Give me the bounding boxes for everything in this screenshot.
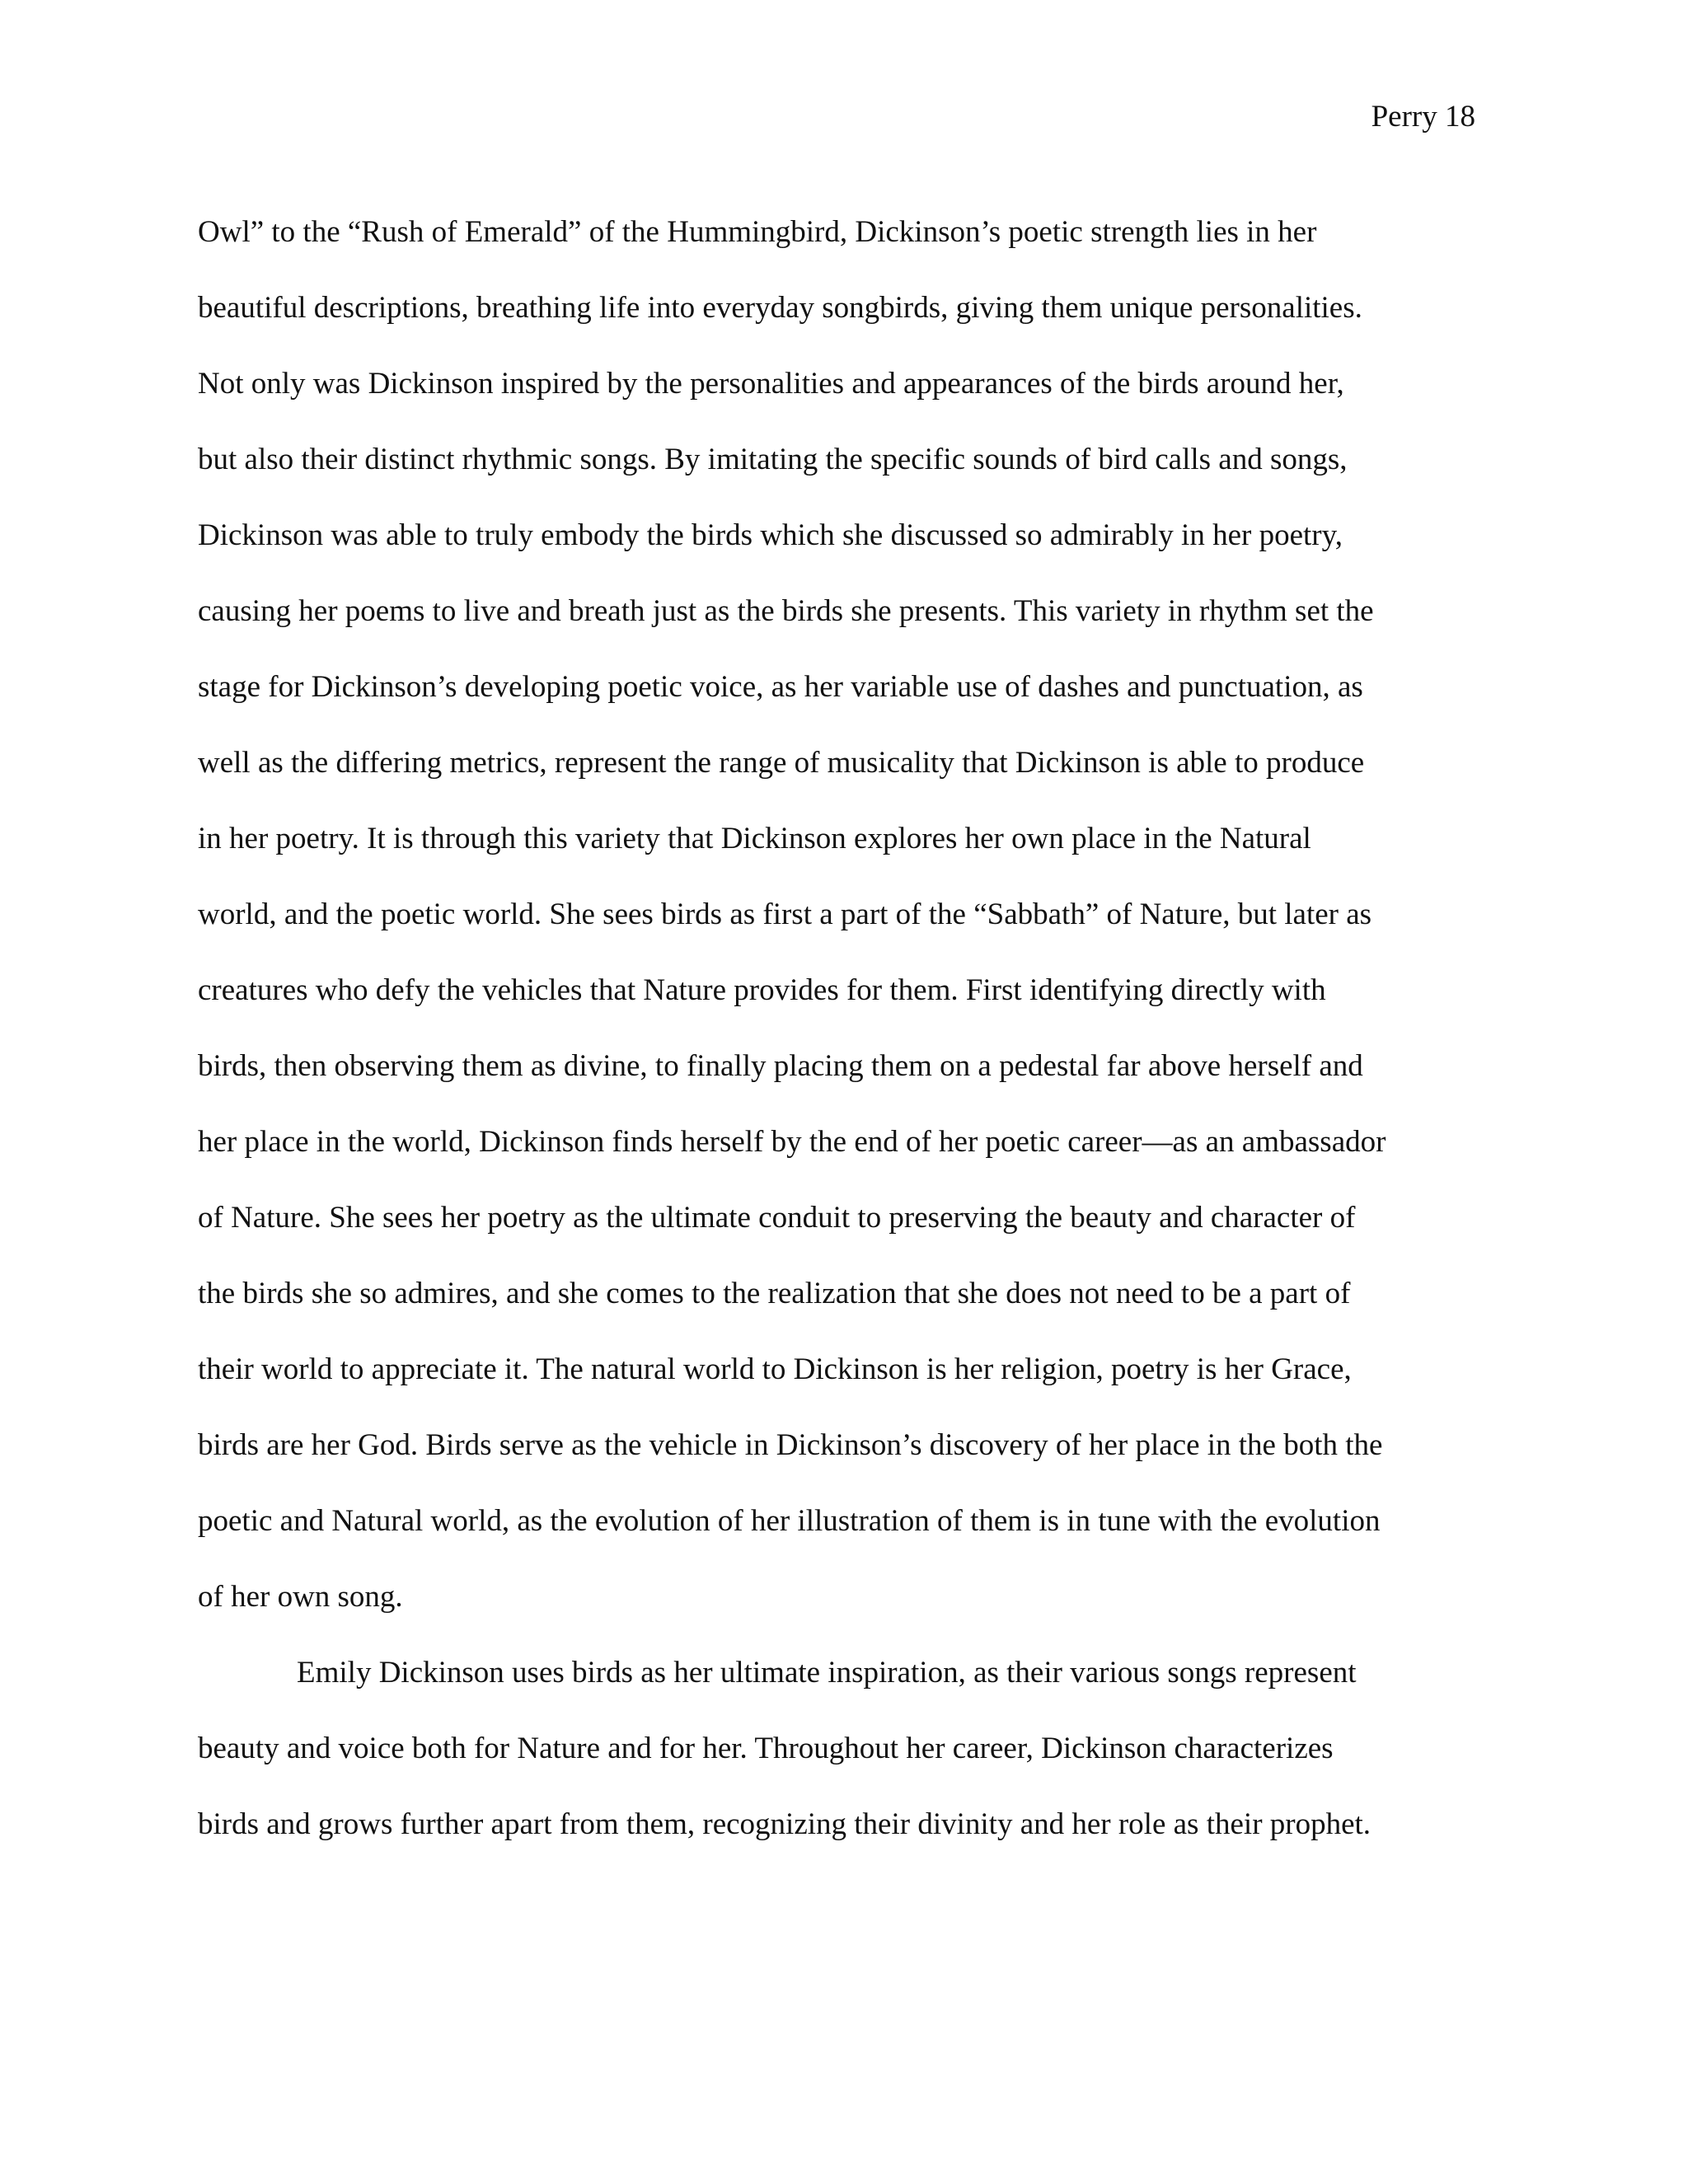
paragraph-line: their world to appreciate it. The natural world to Dickinson is her religion, poetry is her Grace,	[198, 1352, 1352, 1386]
paragraph-line: well as the differing metrics, represent the range of musicality that Dickinson is able to produce	[198, 746, 1365, 780]
paragraph-line: Dickinson was able to truly embody the birds which she discussed so admirably in her poetry,	[198, 518, 1343, 552]
paragraph-line: creatures who defy the vehicles that Nature provides for them. First identifying directly with	[198, 973, 1326, 1007]
paragraph-line: in her poetry. It is through this variety that Dickinson explores her own place in the Natural	[198, 822, 1311, 855]
paragraph-line: beauty and voice both for Nature and for her. Throughout her career, Dickinson characterizes	[198, 1732, 1334, 1765]
paragraph-line: birds and grows further apart from them, recognizing their divinity and her role as their prophet.	[198, 1807, 1372, 1841]
paragraph-line: world, and the poetic world. She sees birds as first a part of the “Sabbath” of Nature, but later as	[198, 898, 1372, 931]
paragraph-line: but also their distinct rhythmic songs. By imitating the specific sounds of bird calls and songs,	[198, 443, 1348, 476]
paragraph-line: Owl” to the “Rush of Emerald” of the Hummingbird, Dickinson’s poetic strength lies in her	[198, 215, 1317, 249]
paragraph-1	[198, 194, 1484, 1635]
paragraph-line: beautiful descriptions, breathing life into everyday songbirds, giving them unique personalities.	[198, 291, 1362, 325]
paragraph-line: poetic and Natural world, as the evolution of her illustration of them is in tune with the evolution	[198, 1504, 1381, 1538]
body-text	[198, 194, 1484, 1863]
paragraph-line: causing her poems to live and breath just as the birds she presents. This variety in rhythm set the	[198, 594, 1374, 628]
paragraph-line: birds, then observing them as divine, to finally placing them on a pedestal far above herself and	[198, 1049, 1363, 1083]
paragraph-line: stage for Dickinson’s developing poetic voice, as her variable use of dashes and punctuation, as	[198, 670, 1363, 704]
paragraph-line: of her own song.	[198, 1580, 403, 1614]
paragraph-line: of Nature. She sees her poetry as the ultimate conduit to preserving the beauty and character of	[198, 1201, 1356, 1235]
paragraph-line: birds are her God. Birds serve as the vehicle in Dickinson’s discovery of her place in the both the	[198, 1428, 1383, 1462]
paragraph-2	[198, 1635, 1484, 1863]
paragraph-line: Emily Dickinson uses birds as her ultimate inspiration, as their various songs represent	[297, 1656, 1357, 1690]
paragraph-line: Not only was Dickinson inspired by the personalities and appearances of the birds around her,	[198, 367, 1344, 401]
page-header-running-head: Perry 18	[1371, 100, 1475, 134]
paragraph-line: her place in the world, Dickinson finds herself by the end of her poetic career—as an ambassador	[198, 1125, 1386, 1159]
paragraph-line: the birds she so admires, and she comes to the realization that she does not need to be a part of	[198, 1277, 1351, 1310]
